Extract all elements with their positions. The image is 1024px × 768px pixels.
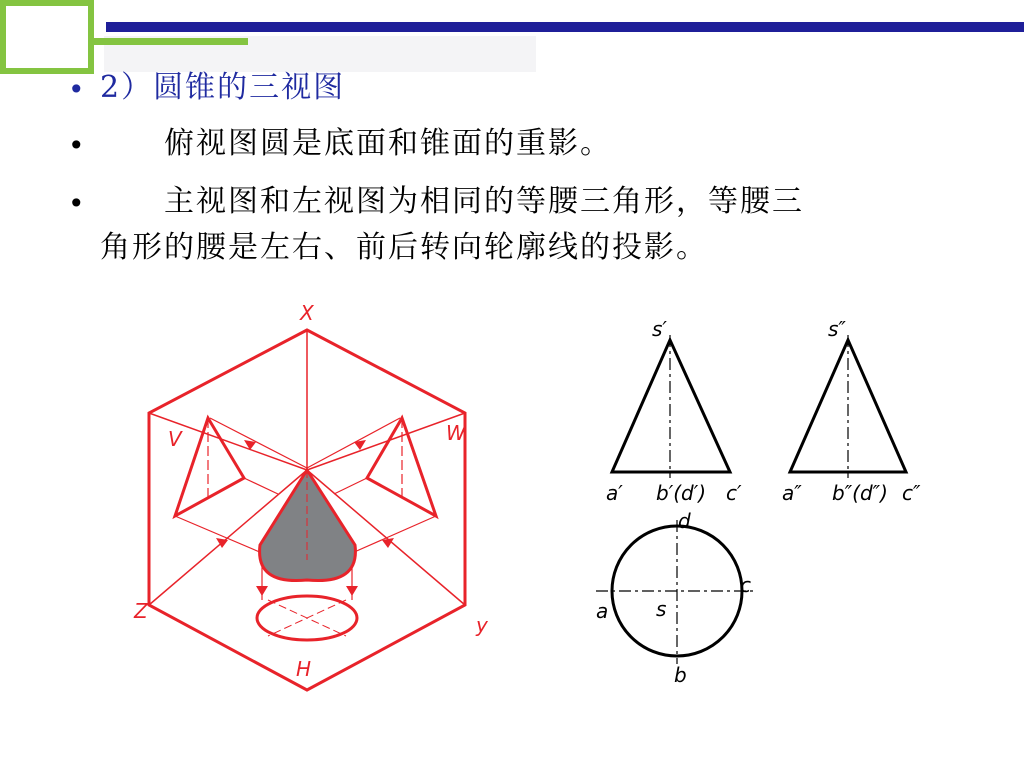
bullet-1: • bbox=[68, 129, 85, 162]
bullet-heading: • bbox=[68, 73, 85, 106]
side-apex-label: s″ bbox=[828, 317, 846, 341]
label-axis-z: Z bbox=[134, 599, 148, 623]
label-plane-w: W bbox=[446, 421, 466, 445]
front-left-label: a′ bbox=[606, 481, 623, 505]
top-s-label: s bbox=[656, 597, 667, 621]
side-mid-label: b″(d″) bbox=[832, 481, 888, 505]
top-d-label: d bbox=[678, 509, 691, 533]
front-right-label: c′ bbox=[726, 481, 742, 505]
top-c-label: c bbox=[740, 573, 751, 597]
label-plane-h: H bbox=[296, 657, 312, 681]
front-apex-label: s′ bbox=[652, 317, 667, 341]
front-view-triangle bbox=[612, 340, 730, 472]
slide-heading: 2）圆锥的三视图 bbox=[100, 70, 346, 105]
paragraph-2-line-2: 角形的腰是左右、前后转向轮廓线的投影。 bbox=[100, 230, 708, 265]
top-a-label: a bbox=[596, 599, 609, 623]
top-b-label: b bbox=[674, 663, 687, 687]
label-plane-v: V bbox=[168, 427, 182, 451]
bullet-2: • bbox=[68, 187, 85, 220]
side-left-label: a″ bbox=[782, 481, 802, 505]
front-mid-label: b′(d′) bbox=[656, 481, 707, 505]
paragraph-2-line-1: 主视图和左视图为相同的等腰三角形，等腰三 bbox=[164, 184, 804, 219]
label-axis-x: X bbox=[300, 301, 314, 325]
paragraph-1: 俯视图圆是底面和锥面的重影。 bbox=[164, 126, 612, 161]
side-right-label: c″ bbox=[902, 481, 921, 505]
label-axis-y: y bbox=[476, 613, 488, 637]
